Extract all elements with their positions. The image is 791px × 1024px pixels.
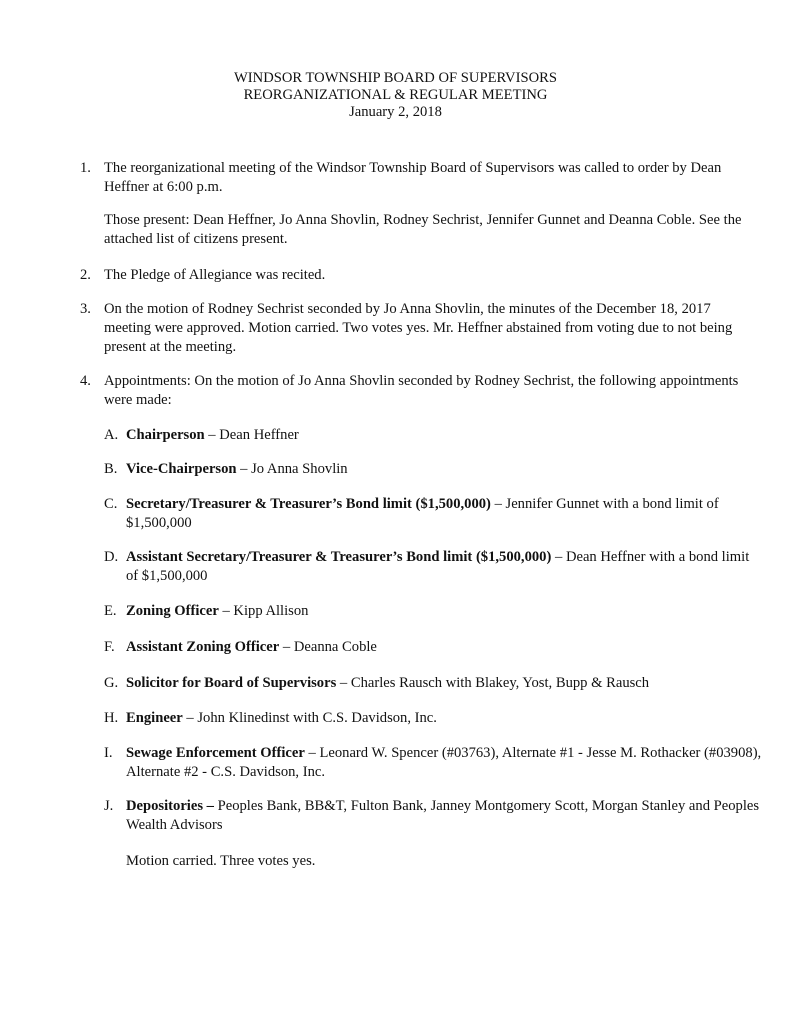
appointment-item bbox=[104, 460, 764, 479]
header-date: January 2, 2018 bbox=[349, 104, 442, 120]
item-text: On the motion of Rodney Sechrist seconded by Jo Anna Shovlin, the minutes of the December 18, 2017 meeting were approved. Motion carried. Two votes yes. Mr. Heffner abstained from voting due to not being present at the meeting. bbox=[104, 301, 733, 355]
appointment-item bbox=[104, 548, 764, 586]
agenda-item-1 bbox=[80, 159, 760, 197]
appointment-letter: C. bbox=[104, 496, 118, 512]
appointment-item bbox=[104, 797, 764, 835]
appointment-item bbox=[104, 602, 764, 621]
appointment-letter: B. bbox=[104, 461, 118, 477]
appointment-letter: F. bbox=[104, 639, 115, 655]
appointment-item bbox=[104, 638, 764, 657]
appointment-letter: J. bbox=[104, 798, 114, 814]
appointment-item bbox=[104, 495, 764, 533]
appointment-detail: – Jennifer Gunnet with a bond limit of $1,500,000 bbox=[126, 496, 719, 531]
appointment-item bbox=[104, 674, 764, 693]
closing-motion: Motion carried. Three votes yes. bbox=[126, 853, 316, 869]
appointment-detail: – John Klinedinst with C.S. Davidson, Inc. bbox=[182, 710, 437, 726]
appointment-title: Chairperson bbox=[126, 427, 205, 443]
appointment-letter: H. bbox=[104, 710, 119, 726]
appointment-title: Solicitor for Board of Supervisors bbox=[126, 675, 337, 691]
appointment-letter: I. bbox=[104, 745, 113, 761]
attendance-paragraph: Those present: Dean Heffner, Jo Anna Shovlin, Rodney Sechrist, Jennifer Gunnet and Deanna Coble. See the attached list of citizens present. bbox=[104, 212, 742, 247]
appointment-detail: – Jo Anna Shovlin bbox=[236, 461, 348, 477]
appointment-title: Depositories – bbox=[126, 798, 214, 814]
appointment-detail: – Deanna Coble bbox=[279, 639, 377, 655]
document-header bbox=[0, 70, 791, 121]
appointment-detail: – Charles Rausch with Blakey, Yost, Bupp & Rausch bbox=[336, 675, 650, 691]
item-number: 2. bbox=[80, 267, 91, 283]
header-subtitle: REORGANIZATIONAL & REGULAR MEETING bbox=[243, 87, 548, 103]
appointment-detail: – Kipp Allison bbox=[218, 603, 309, 619]
appointment-title: Assistant Zoning Officer bbox=[126, 639, 280, 655]
appointment-item bbox=[104, 426, 764, 445]
item-text: The reorganizational meeting of the Windsor Township Board of Supervisors was called to order by Dean Heffner at 6:00 p.m. bbox=[104, 160, 722, 195]
appointment-detail: – Leonard W. Spencer (#03763), Alternate #1 - Jesse M. Rothacker (#03908), Alternate #2 - C.S. Davidson, Inc. bbox=[126, 745, 762, 780]
appointment-detail: – Dean Heffner with a bond limit of $1,500,000 bbox=[126, 549, 750, 584]
item-number: 1. bbox=[80, 160, 91, 176]
appointment-letter: D. bbox=[104, 549, 119, 565]
item-number: 4. bbox=[80, 373, 91, 389]
appointment-title: Vice-Chairperson bbox=[126, 461, 237, 477]
item-text: The Pledge of Allegiance was recited. bbox=[104, 267, 326, 283]
appointment-item bbox=[104, 709, 764, 728]
item-text: Appointments: On the motion of Jo Anna Shovlin seconded by Rodney Sechrist, the following appointments were made: bbox=[104, 373, 739, 408]
item-number: 3. bbox=[80, 301, 91, 317]
appointment-title: Secretary/Treasurer & Treasurer’s Bond limit ($1,500,000) bbox=[126, 496, 491, 512]
appointment-letter: A. bbox=[104, 427, 119, 443]
appointment-detail: Peoples Bank, BB&T, Fulton Bank, Janney Montgomery Scott, Morgan Stanley and Peoples Wealth Advisors bbox=[126, 798, 760, 833]
appointment-title: Sewage Enforcement Officer bbox=[126, 745, 305, 761]
appointment-title: Engineer bbox=[126, 710, 183, 726]
appointment-title: Assistant Secretary/Treasurer & Treasurer’s Bond limit ($1,500,000) bbox=[126, 549, 552, 565]
appointment-title: Zoning Officer bbox=[126, 603, 219, 619]
appointment-detail: – Dean Heffner bbox=[204, 427, 299, 443]
agenda-item-4 bbox=[80, 372, 760, 410]
agenda-item-2 bbox=[80, 266, 760, 285]
appointment-letter: E. bbox=[104, 603, 117, 619]
agenda-item-3 bbox=[80, 300, 760, 357]
appointment-letter: G. bbox=[104, 675, 119, 691]
header-title: WINDSOR TOWNSHIP BOARD OF SUPERVISORS bbox=[234, 70, 557, 86]
appointment-item bbox=[104, 744, 764, 782]
